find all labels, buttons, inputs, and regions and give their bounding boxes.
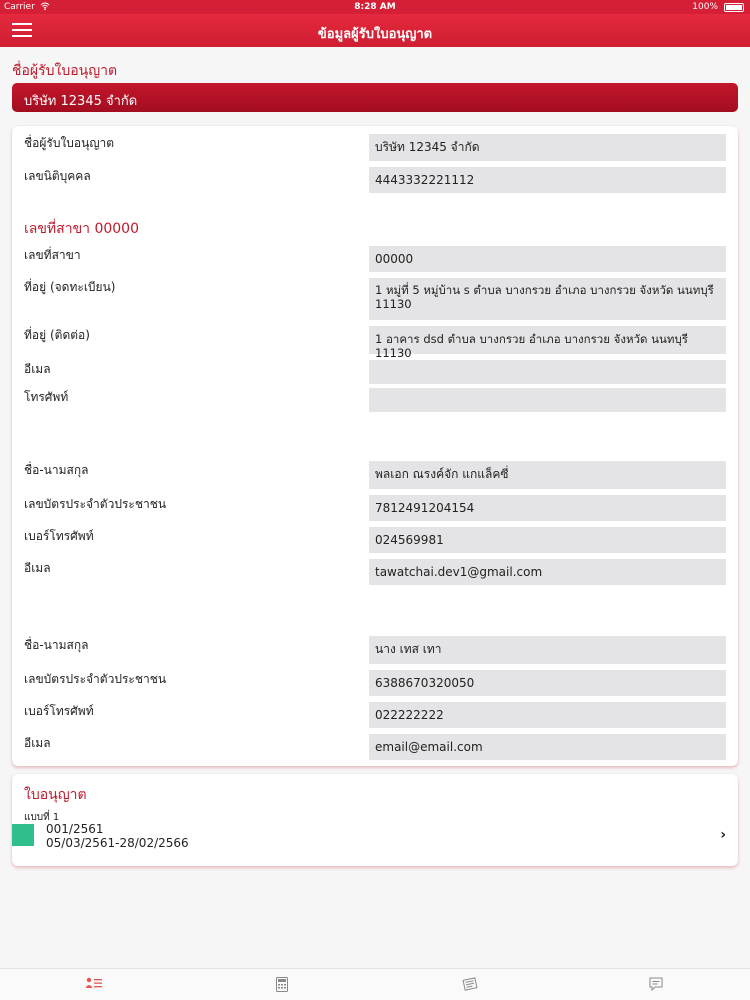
field-value: 024569981 [369, 527, 726, 553]
field-label: เลขนิติบุคคล [24, 169, 91, 183]
field-label: โทรศัพท์ [24, 390, 69, 404]
field-label: เลขที่สาขา [24, 248, 81, 262]
person-list-icon [85, 977, 103, 989]
battery-icon [724, 3, 744, 12]
field-label: เลขบัตรประจำตัวประชาชน [24, 497, 167, 511]
chevron-right-icon: › [720, 827, 726, 843]
status-bar [0, 0, 750, 14]
calculator-icon [276, 977, 288, 992]
license-number: 001/2561 [46, 822, 104, 836]
tab-licensee[interactable] [74, 977, 114, 995]
field-label: อีเมล [24, 561, 51, 575]
battery-percent: 100% [692, 2, 718, 12]
tab-documents[interactable] [450, 977, 490, 995]
clock: 8:28 AM [354, 2, 396, 12]
license-item[interactable] [12, 820, 738, 848]
licensee-heading: ชื่อผู้รับใบอนุญาต [12, 63, 118, 79]
license-card [12, 774, 738, 866]
field-label: อีเมล [24, 736, 51, 750]
license-title: ใบอนุญาต [24, 787, 87, 803]
nav-bar [0, 14, 750, 47]
field-value: 1 อาคาร dsd ตำบล บางกรวย อำเภอ บางกรวย จังหวัด นนทบุรี 11130 [369, 326, 726, 354]
documents-icon [462, 977, 478, 991]
licensee-info-card [12, 126, 738, 766]
field-label: เบอร์โทรศัพท์ [24, 529, 94, 543]
field-value: 4443332221112 [369, 167, 726, 193]
field-value: บริษัท 12345 จำกัด [369, 134, 726, 161]
license-type: แบบที่ 1 [24, 812, 60, 823]
field-value: พลเอก ณรงค์จัก แกแล็คซี่ [369, 461, 726, 489]
field-value: tawatchai.dev1@gmail.com [369, 559, 726, 585]
field-value [369, 360, 726, 384]
field-label: ชื่อผู้รับใบอนุญาต [24, 136, 115, 150]
field-label: ที่อยู่ (จดทะเบียน) [24, 280, 116, 294]
field-value [369, 388, 726, 412]
field-label: ชื่อ-นามสกุล [24, 638, 89, 652]
field-value: 7812491204154 [369, 495, 726, 521]
field-value: 00000 [369, 246, 726, 272]
field-label: ที่อยู่ (ติดต่อ) [24, 328, 90, 342]
field-label: เบอร์โทรศัพท์ [24, 704, 94, 718]
branch-title: เลขที่สาขา 00000 [24, 221, 139, 237]
field-value: 022222222 [369, 702, 726, 728]
license-color-swatch [12, 824, 34, 846]
page-title: ข้อมูลผู้รับใบอนุญาต [317, 27, 433, 42]
field-label: ชื่อ-นามสกุล [24, 463, 89, 477]
field-label: เลขบัตรประจำตัวประชาชน [24, 672, 167, 686]
tab-calculator[interactable] [262, 977, 302, 995]
field-value: 6388670320050 [369, 670, 726, 696]
field-value: นาง เทส เทา [369, 636, 726, 664]
field-value: 1 หมู่ที่ 5 หมู่บ้าน s ตำบล บางกรวย อำเภอ บางกรวย จังหวัด นนทบุรี 11130 [369, 278, 726, 320]
carrier-label: Carrier [4, 2, 35, 12]
tab-messages[interactable] [636, 977, 676, 995]
license-dates: 05/03/2561-28/02/2566 [46, 836, 189, 850]
chat-icon [649, 977, 663, 991]
field-value: email@email.com [369, 734, 726, 760]
tab-bar [0, 968, 750, 1000]
field-label: อีเมล [24, 362, 51, 376]
company-banner: บริษัท 12345 จำกัด [12, 83, 738, 112]
